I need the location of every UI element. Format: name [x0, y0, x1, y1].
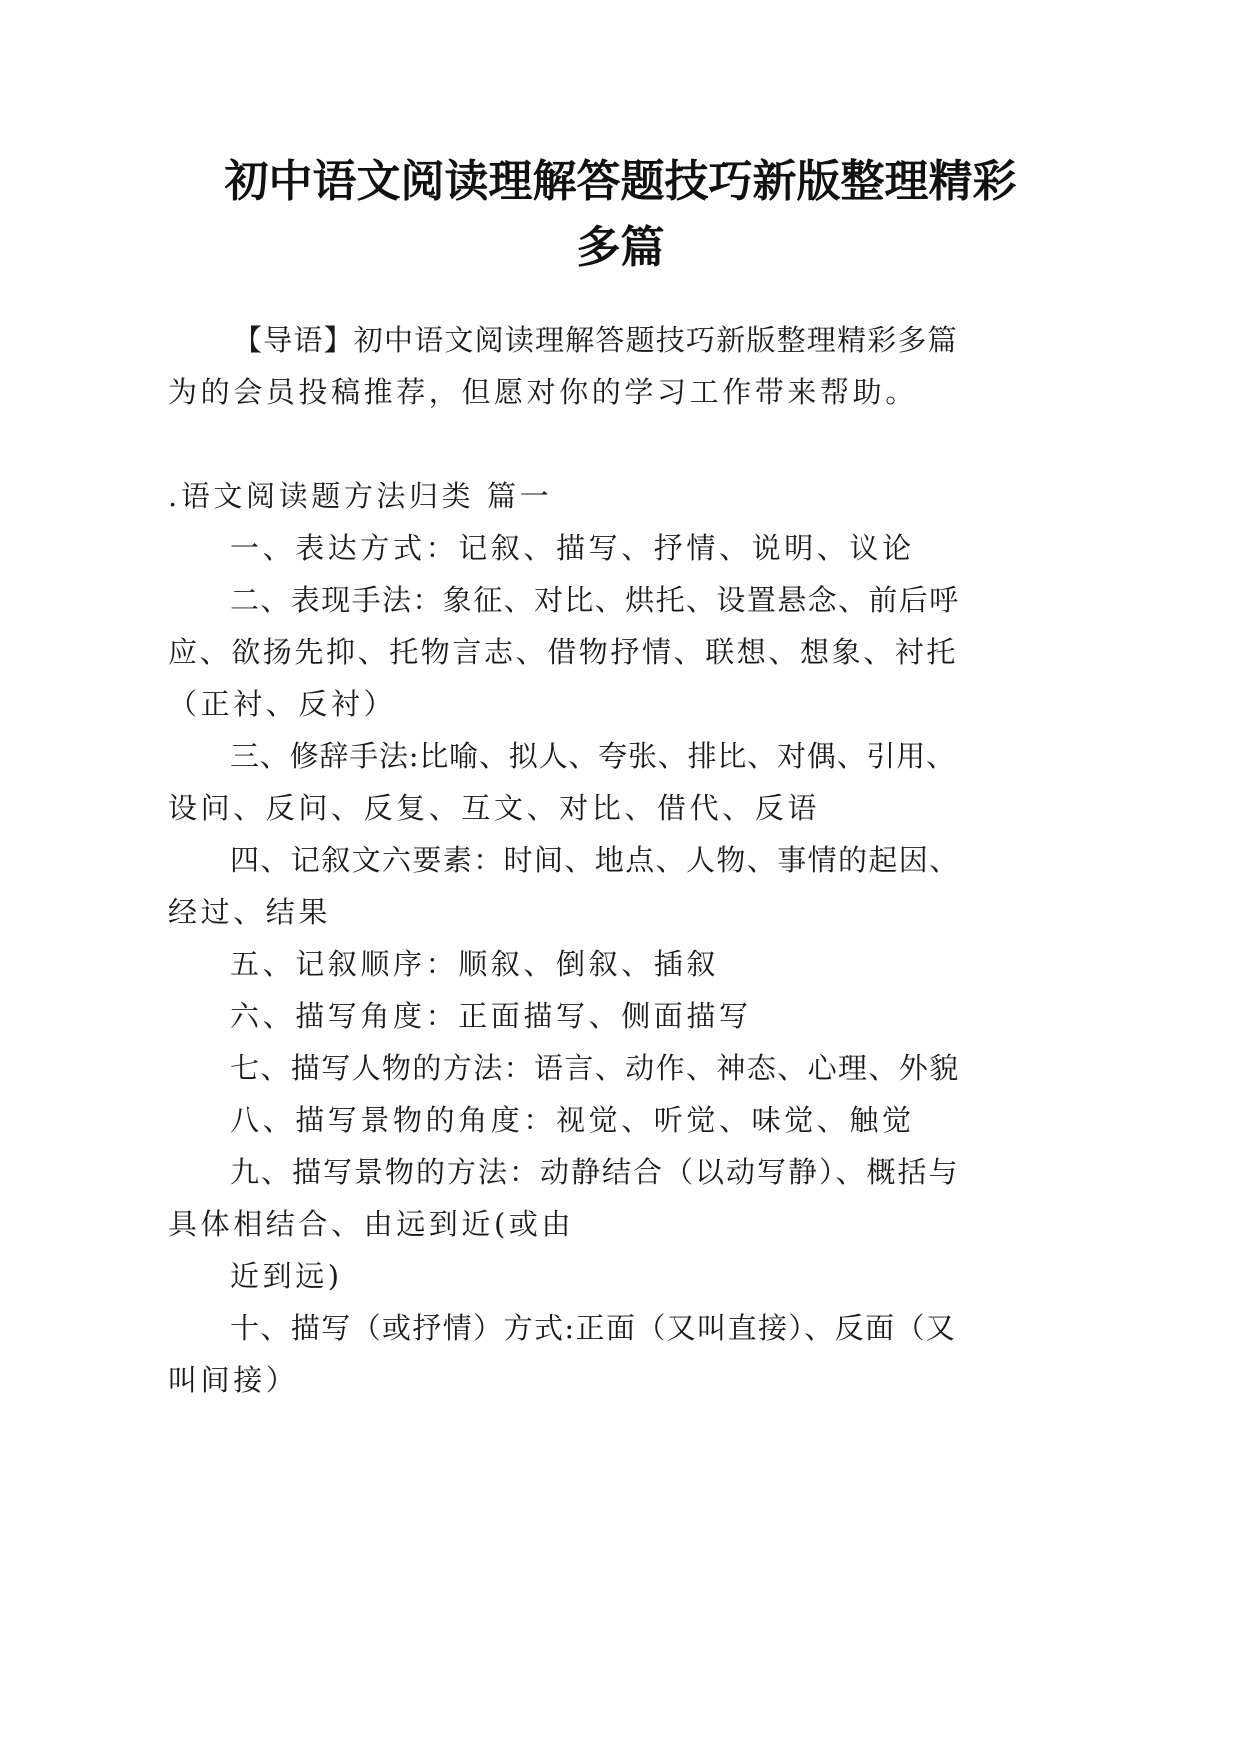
section-heading: .语文阅读题方法归类 篇一	[168, 479, 553, 513]
body-line-16: 十、描写（或抒情）方式:正面（又叫直接）、反面（又	[230, 1311, 957, 1345]
body-line-12: 八、描写景物的角度：视觉、听觉、味觉、触觉	[230, 1103, 915, 1137]
document-title-line-2: 多篇	[576, 222, 665, 273]
body-line-14: 具体相结合、由远到近(或由	[168, 1207, 575, 1241]
body-line-13: 九、描写景物的方法：动静结合（以动写静）、概括与	[230, 1155, 960, 1189]
intro-line-2: 为的会员投稿推荐，但愿对你的学习工作带来帮助。	[168, 375, 918, 409]
body-line-3: 应、欲扬先抑、托物言志、借物抒情、联想、想象、衬托	[168, 635, 959, 669]
body-line-2: 二、表现手法：象征、对比、烘托、设置悬念、前后呼	[230, 583, 960, 617]
body-line-15: 近到远)	[230, 1259, 343, 1293]
document-title-line-1: 初中语文阅读理解答题技巧新版整理精彩	[224, 156, 1017, 207]
body-line-4: （正衬、反衬）	[168, 687, 397, 721]
body-line-5: 三、修辞手法:比喻、拟人、夸张、排比、对偶、引用、	[230, 739, 956, 773]
body-line-1: 一、表达方式：记叙、描写、抒情、说明、议论	[230, 531, 915, 565]
body-line-17: 叫间接）	[168, 1363, 299, 1397]
intro-line-1: 【导语】初中语文阅读理解答题技巧新版整理精彩多篇	[233, 323, 958, 357]
body-line-7: 四、记叙文六要素：时间、地点、人物、事情的起因、	[230, 843, 960, 877]
body-line-9: 五、记叙顺序：顺叙、倒叙、插叙	[230, 947, 720, 981]
body-line-11: 七、描写人物的方法：语言、动作、神态、心理、外貌	[230, 1051, 960, 1085]
body-line-6: 设问、反问、反复、互文、对比、借代、反语	[168, 791, 821, 825]
body-line-8: 经过、结果	[168, 895, 332, 929]
body-line-10: 六、描写角度：正面描写、侧面描写	[230, 999, 752, 1033]
